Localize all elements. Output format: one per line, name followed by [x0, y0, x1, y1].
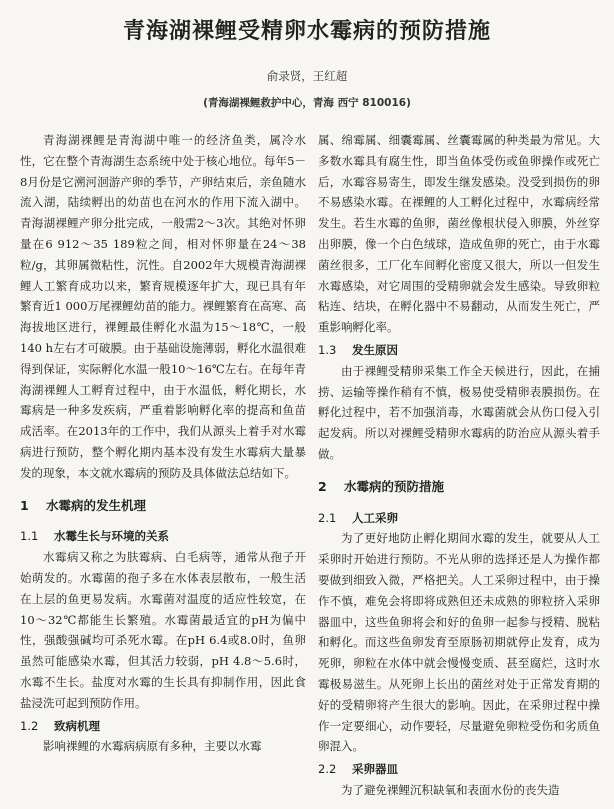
- paragraph-1-2-start: 影响裸鲤的水霉病病原有多种，主要以水霉: [43, 739, 262, 754]
- section-number: 1: [20, 497, 29, 513]
- section-1-heading: [20, 496, 306, 517]
- paragraph-1-1: 水霉病又称之为肤霉病、白毛病等，通常从孢子开始萌发的。水霉菌的孢子多在水体表层散布，一般生活在上层的鱼更易发病。水霉菌对温度的适应性较宽，在10～32℃都能生长繁殖。水霉菌最适宜的pH为偏中性，强酸强碱均可杀死水霉。在pH 6.4或8.0时，鱼卵虽然可能感染水霉，但其活力较弱，pH 4.8～5.6时，水霉不生长。盐度对水霉的生长具有抑制作用，因此食盐浸洗可起到预防作用。: [20, 550, 306, 710]
- paragraph-2-1: 为了更好地防止孵化期间水霉的发生，就要从人工采卵时开始进行预防。不光从卵的选择还是人为操作都要做到细致入微，严格把关。人工采卵过程中，由于操作不慎，难免会将即将成熟但还未成熟的卵粒挤入采卵器皿中，这些鱼卵将会和好的鱼卵一起参与授精、脱粘和孵化。而这些鱼卵发育至原肠初期就停止发育，成为死卵，卵粒在水体中就会慢慢变质、甚至腐烂，这时水霉极易滋生。从死卵上长出的菌丝对处于正常发育期的好的受精卵将产生很大的影响。因此，在采卵过程中操作一定要细心，动作要轻，尽量避免卵粒受伤和劣质鱼卵混入。: [318, 531, 600, 754]
- section-number: 1.1: [20, 529, 39, 544]
- right-column: [318, 130, 600, 801]
- section-1-1-heading: [20, 526, 306, 547]
- section-title: 水霉病的预防措施: [344, 478, 445, 494]
- section-2-2-heading: [318, 759, 600, 780]
- section-1-3-heading: [318, 340, 600, 361]
- section-title: 发生原因: [352, 342, 398, 357]
- section-title: 人工采卵: [352, 510, 398, 525]
- left-column: [20, 130, 306, 757]
- section-number: 2.1: [318, 510, 337, 525]
- paragraph-1-2-continued: 属、绵霉属、细囊霉属、丝囊霉属的种类最为常见。大多数水霉具有腐生性，即当鱼体受伤或鱼卵操作或死亡后，水霉容易寄生，即发生继发感染。没受到损伤的卵不易感染水霉。在裸鲤的人工孵化过程中，水霉病经常发生。若生水霉的鱼卵，菌丝像根状侵入卵膜，外丝穿出卵膜，像一个白色绒球，造成鱼卵的死亡，由于水霉菌丝很多，工厂化车间孵化密度又很大，所以一但发生水霉感染，对它周围的受精卵就会发生感染。导致卵粒粘连、结块，在孵化器中不易翻动，从而发生死亡，严重影响孵化率。: [318, 133, 600, 335]
- section-2-1-heading: [318, 508, 600, 529]
- section-title: 水霉生长与环境的关系: [54, 529, 169, 544]
- paper-authors: 俞录贤，王红超: [266, 69, 348, 83]
- section-title: 采卵器皿: [352, 762, 398, 777]
- section-number: 2.2: [318, 762, 337, 777]
- paper-title: 青海湖裸鲤受精卵水霉病的预防措施: [122, 19, 491, 44]
- section-1-2-heading: [20, 716, 306, 737]
- section-number: 2: [318, 478, 327, 494]
- intro-paragraph: 青海湖裸鲤是青海湖中唯一的经济鱼类，属冷水性，它在整个青海湖生态系统中处于核心地位。每年5－8月份是它溯河洄游产卵的季节，产卵结束后，亲鱼随水流入湖，陆续孵出的幼苗也在河水的作用下流入湖中。青海湖裸鲤产卵分批完成，一般需2～3次。其绝对怀卵量在6 912～35 189粒之间，相对怀卵量在24～38粒/g，其卵属微粘性，沉性。自2002年大规模青海湖裸鲤人工繁育成功以来，繁育规模逐年扩大，现已具有年繁育近1 000万尾裸鲤幼苗的能力。裸鲤繁育在高寒、高海拔地区进行，裸鲤最佳孵化水温为15～18℃，一般140 h左右才可破膜。由于基础设施薄弱，孵化水温很难得到保证，实际孵化水温一般10～16℃左右。在每年青海湖裸鲤人工孵育过程中，由于水温低，孵化期长，水霉病是一种多发疾病，严重着影响孵化率的提高和鱼苗成活率。在2013年的工作中，我们从源头上着手对水霉病进行预防，整个孵化期内基本没有发生水霉病大量暴发的现象，本文就水霉病的预防及具体做法总结如下。: [20, 133, 307, 480]
- section-number: 1.2: [20, 718, 39, 733]
- paragraph-2-2-start: 为了避免裸鲤沉积缺氧和表面水份的丧失造: [341, 782, 560, 797]
- paper-affiliation: (青海湖裸鲤救护中心，青海 西宁 810016): [203, 97, 411, 109]
- section-title: 水霉病的发生机理: [46, 497, 147, 513]
- section-number: 1.3: [318, 342, 337, 357]
- section-2-heading: [318, 477, 600, 498]
- paragraph-1-3: 由于裸鲤受精卵采集工作全天候进行，因此，在捕捞、运输等操作稍有不慎，极易使受精卵表膜损伤。在孵化过程中，若不加强消毒，水霉菌就会从伤口侵入引起发病。所以对裸鲤受精卵水霉病的防治应从源头着手做。: [318, 363, 600, 461]
- section-title: 致病机理: [54, 718, 100, 733]
